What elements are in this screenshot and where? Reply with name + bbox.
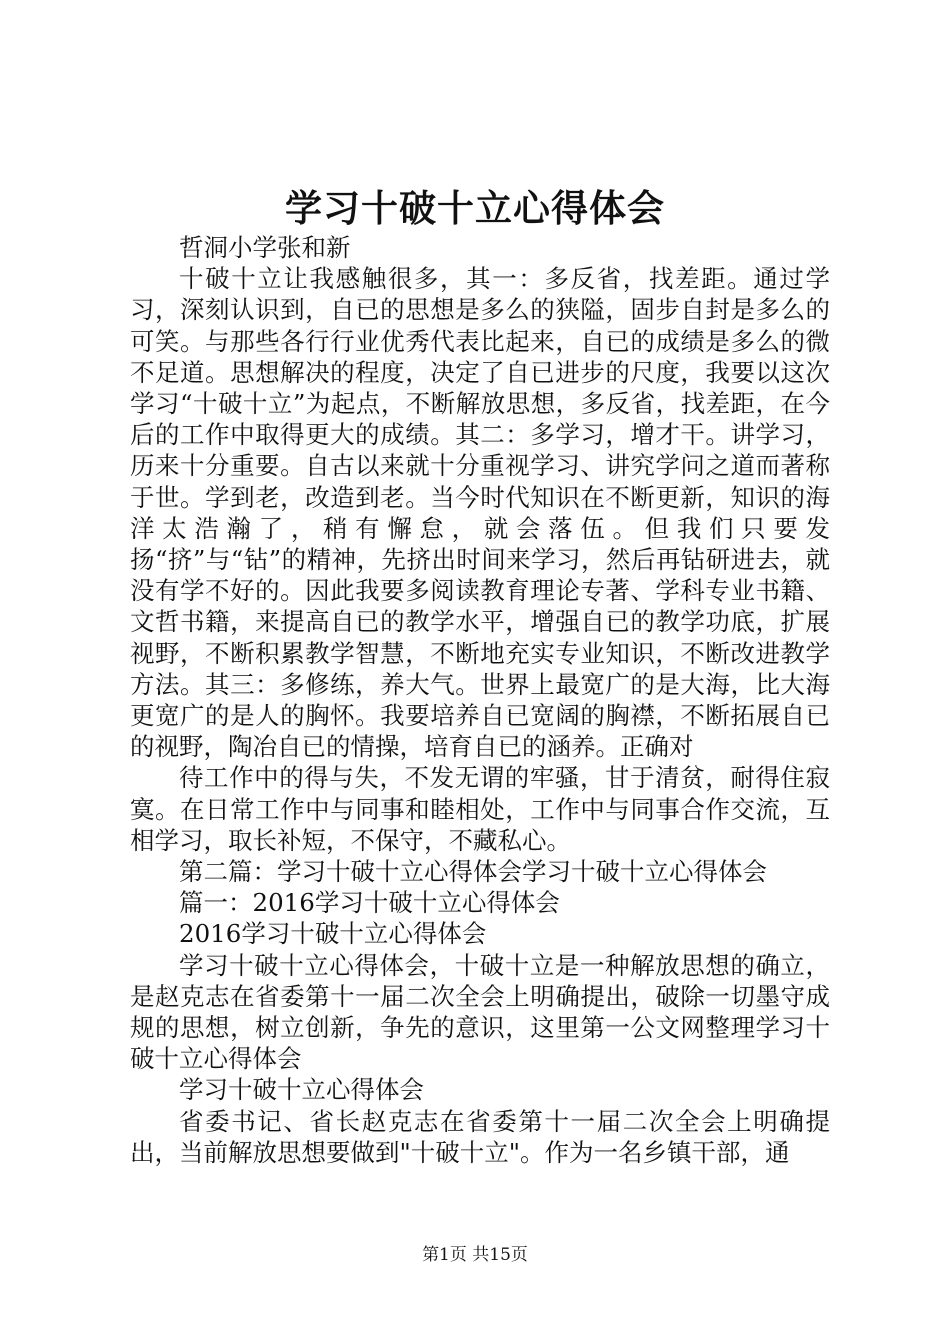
section-heading: 学习十破十立心得体会	[179, 1075, 424, 1105]
paragraph: 十破十立让我感触很多，其一：多反省，找差距。通过学习，深刻认识到，自已的思想是多么的狭隘，固步自封是多么的可笑。与那些各行行业优秀代表比起来，自已的成绩是多么的微不足道。思想解决的程度，决定了自已进步的尺度，我要以这次学习“十破十立”为起点，不断解放思想，多反省，找差距，在今后的工作中取得更大的成绩。其二：多学习，增才干。讲学习，历来十分重要。自古以来就十分重视学习、讲究学问之道而著称于世。学到老，改造到老。当今时代知识在不断更新，知识的海洋太浩瀚了，稍有懈怠，就会落伍。但我们只要发扬“挤”与“钻”的精神，先挤出时间来学习，然后再钻研进去，就没有学不好的。因此我要多阅读教育理论专著、学科专业书籍、文哲书籍，来提高自已的教学水平，增强自已的教学功底，扩展视野，不断积累教学智慧，不断地充实专业知识，不断改进教学方法。其三：多修练，养大气。世界上最宽广的是大海，比大海更宽广的是人的胸怀。我要培养自已宽阔的胸襟，不断拓展自已的视野，陶冶自已的情操，培育自已的涵养。正确对	[130, 264, 830, 762]
document-title: 学习十破十立心得体会	[285, 186, 665, 230]
paragraph: 待工作中的得与失，不发无谓的牢骚，甘于清贫，耐得住寂寞。在日常工作中与同事和睦相处，工作中与同事合作交流，互相学习，取长补短，不保守，不藏私心。	[130, 763, 830, 855]
page-number-footer: 第1页 共15页	[422, 1245, 528, 1265]
paragraph: 省委书记、省长赵克志在省委第十一届二次全会上明确提出，当前解放思想要做到"十破十立"。作为一名乡镇干部，通	[130, 1106, 830, 1167]
section-heading: 2016学习十破十立心得体会	[179, 919, 487, 949]
document-body	[130, 232, 830, 1168]
section-heading: 第二篇：学习十破十立心得体会学习十破十立心得体会	[179, 857, 767, 887]
paragraph: 学习十破十立心得体会，十破十立是一种解放思想的确立，是赵克志在省委第十一届二次全会上明确提出，破除一切墨守成规的思想，树立创新，争先的意识，这里第一公文网整理学习十破十立心得体会	[130, 950, 830, 1074]
section-heading: 篇一：2016学习十破十立心得体会	[179, 888, 560, 918]
author-line: 哲洞小学张和新	[179, 233, 351, 262]
